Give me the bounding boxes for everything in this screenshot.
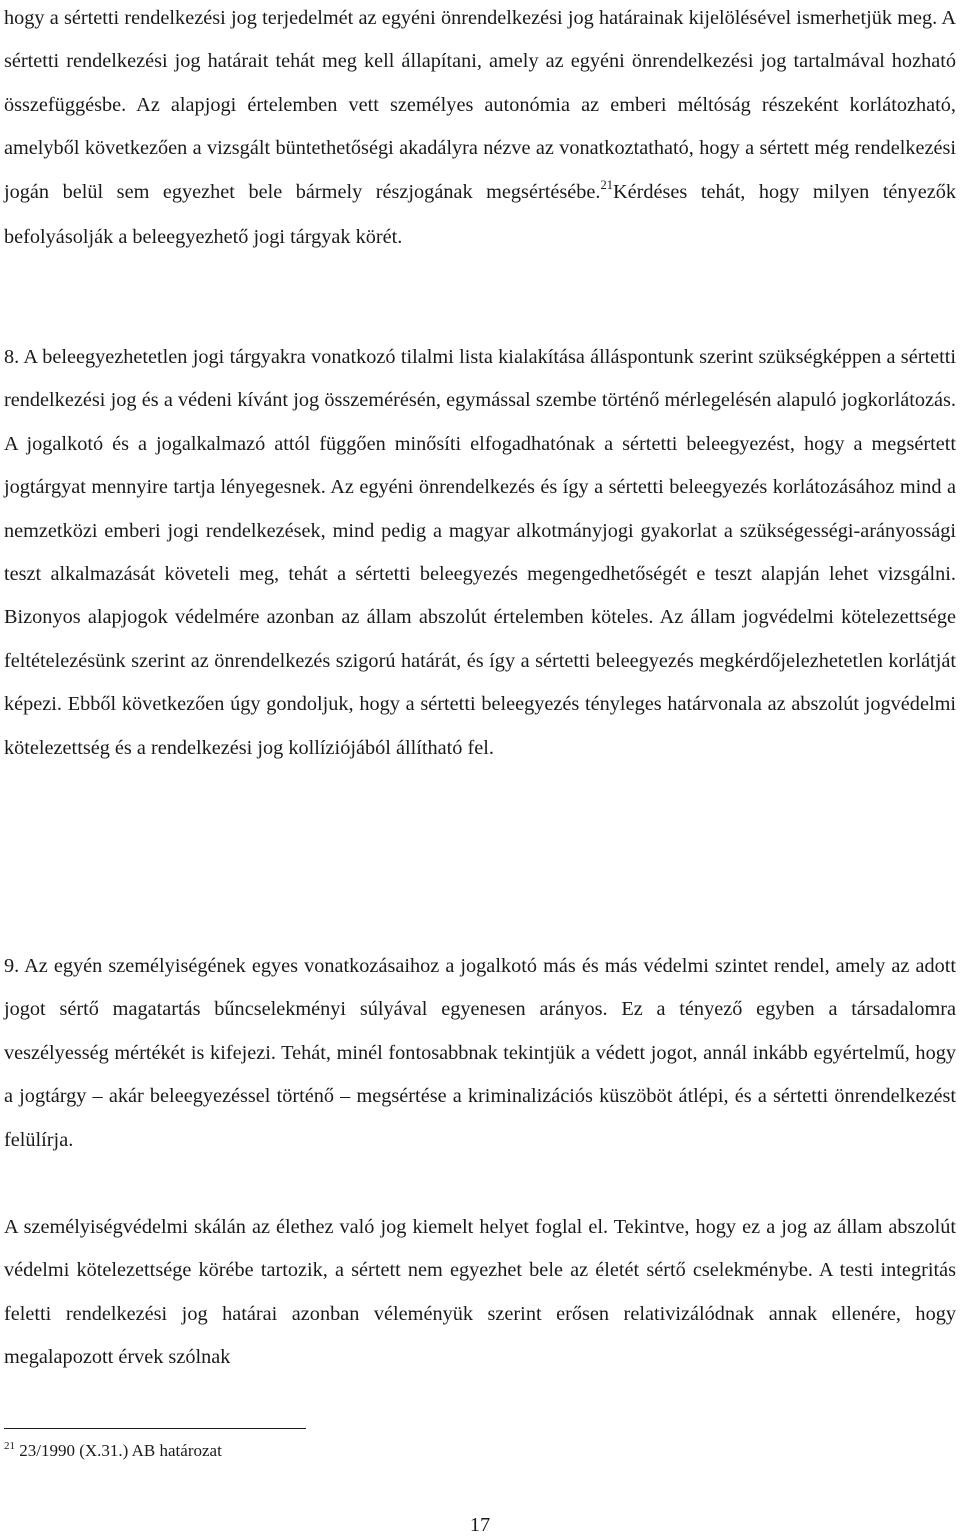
footnote-separator bbox=[4, 1428, 306, 1429]
footnote-text: 23/1990 (X.31.) AB határozat bbox=[19, 1441, 222, 1460]
paragraph-1 bbox=[4, 0, 956, 259]
footnote-reference-21[interactable]: 21 bbox=[600, 177, 613, 192]
footnote-21 bbox=[4, 1440, 222, 1464]
paragraph-1-text: hogy a sértetti rendelkezési jog terjedelmét az egyéni önrendelkezési jog határainak kijelölésével ismerhetjük meg. A sértetti rendelkezési jog határait tehát meg kell állapítani, amely az egyéni önrendelkezési jog tartalmával hozható összefüggésbe. Az alapjogi értelemben vett személyes autonómia az emberi méltóság részeként korlátozható, amelyből következően a vizsgált büntethetőségi akadályra nézve az vonatkoztatható, hogy a sértett még rendelkezési jogán belül sem egyezhet bele bármely részjogának megsértésébe. bbox=[4, 7, 956, 203]
page-number: 17 bbox=[469, 1514, 491, 1536]
paragraph-personality-protection: A személyiségvédelmi skálán az élethez való jog kiemelt helyet foglal el. Tekintve, hogy ez a jog az állam abszolút védelmi kötelezettsége körébe tartozik, a sértett nem egyezhet bele az életét sértő cselekménybe. A testi integritás feletti rendelkezési jog határai azonban véleményük szerint erősen relativizálódnak annak ellenére, hogy megalapozott érvek szólnak bbox=[4, 1216, 956, 1369]
paragraph-1-continuation: Kérdéses tehát, hogy milyen tényezők befolyásolják a beleegyezhető jogi tárgyak körét. bbox=[4, 180, 956, 249]
paragraph-8: 8. A beleegyezhetetlen jogi tárgyakra vonatkozó tilalmi lista kialakítása álláspontunk szerint szükségképpen a sértetti rendelkezési jog és a védeni kívánt jog összemérésén, egymással szembe történő mérlegelésén alapuló jogkorlátozás. A jogalkotó és a jogalkalmazó attól függően minősíti elfogadhatónak a sértetti beleegyezést, hogy a megsértett jogtárgyat mennyire tartja lényegesnek. Az egyéni önrendelkezés és így a sértetti beleegyezés korlátozásához mind a nemzetközi emberi jogi rendelkezések, mind pedig a magyar alkotmányjogi gyakorlat a szükségességi-arányossági teszt alkalmazását követeli meg, tehát a sértetti beleegyezés megengedhetőségét e teszt alapján lehet vizsgálni. Bizonyos alapjogok védelmére azonban az állam abszolút értelemben köteles. Az állam jogvédelmi kötelezettsége feltételezésünk szerint az önrendelkezés szigorú határát, és így a sértetti beleegyezés megkérdőjelezhetetlen korlátját képezi. Ebből következően úgy gondoljuk, hogy a sértetti beleegyezés tényleges határvonala az abszolút jogvédelmi kötelezettség és a rendelkezési jog kollíziójából állítható fel. bbox=[4, 346, 956, 759]
footnote-number: 21 bbox=[4, 1440, 15, 1452]
paragraph-9: 9. Az egyén személyiségének egyes vonatkozásaihoz a jogalkotó más és más védelmi szintet rendel, amely az adott jogot sértő magatartás bűncselekményi súlyával egyenesen arányos. Ez a tényező egyben a társadalomra veszélyesség mértékét is kifejezi. Tehát, minél fontosabbnak tekintjük a védett jogot, annál inkább egyértelmű, hogy a jogtárgy – akár beleegyezéssel történő – megsértése a kriminalizációs küszöböt átlépi, és a sértetti önrendelkezést felülírja. bbox=[4, 955, 956, 1151]
